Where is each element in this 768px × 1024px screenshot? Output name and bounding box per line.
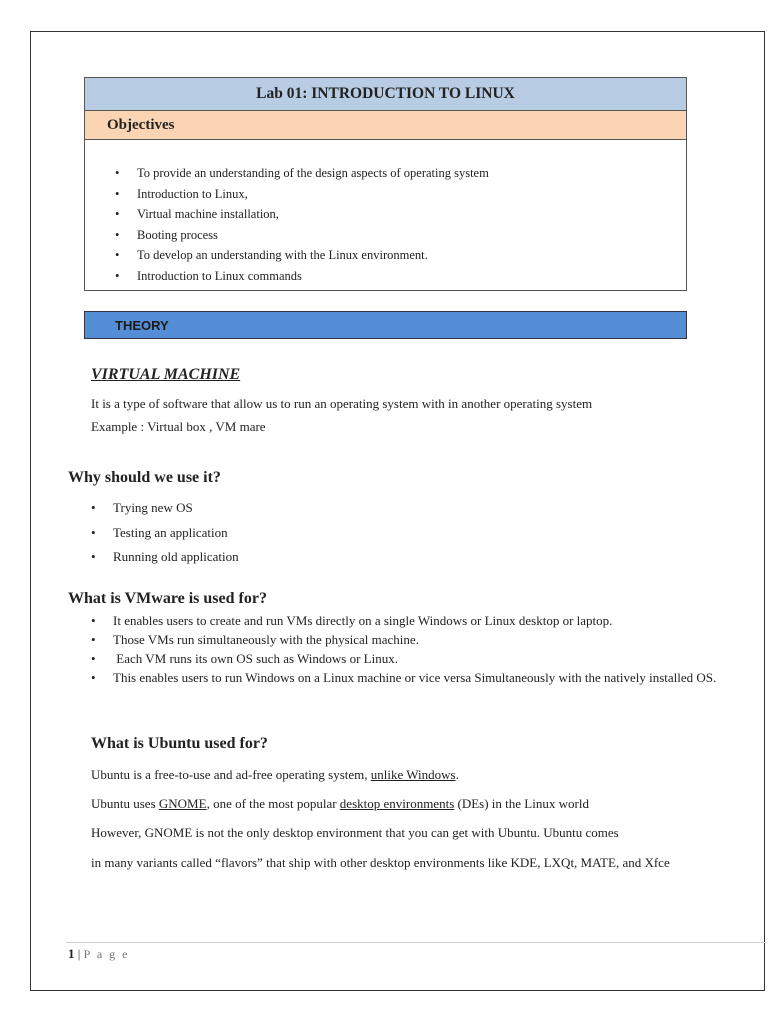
vmware-list: [91, 611, 731, 687]
ubuntu-p1-end: .: [455, 767, 459, 782]
list-item: • Virtual machine installation,: [115, 204, 489, 225]
ubuntu-paragraph-2: [91, 796, 589, 812]
list-item: • Testing an application: [91, 521, 239, 546]
virtual-machine-heading: VIRTUAL MACHINE: [91, 366, 241, 383]
desktop-environments-link[interactable]: desktop environments: [339, 796, 455, 811]
vm-example: Example : Virtual box , VM mare: [91, 419, 266, 434]
why-use-list: [91, 496, 239, 570]
footer-separator: |: [74, 946, 84, 961]
ubuntu-paragraph-3: However, GNOME is not the only desktop environment that you can get with Ubuntu. Ubuntu comes: [91, 825, 619, 840]
list-item: • Running old application: [91, 545, 239, 570]
list-item: • Introduction to Linux,: [115, 184, 489, 205]
why-use-heading: Why should we use it?: [68, 469, 221, 486]
page-number: 1: [68, 946, 75, 961]
ubuntu-p2-b: , one of the most popular: [206, 796, 340, 811]
list-item: • It enables users to create and run VMs directly on a single Windows or Linux desktop or laptop.: [91, 611, 731, 630]
ubuntu-p1-text: Ubuntu is a free-to-use and ad-free operating system,: [91, 767, 371, 782]
objectives-body: [85, 140, 686, 290]
document-page: [30, 31, 765, 991]
lab-title: Lab 01: INTRODUCTION TO LINUX: [85, 78, 686, 111]
vm-definition: It is a type of software that allow us to run an operating system with in another operating system: [91, 396, 593, 411]
footer-divider: [66, 942, 766, 943]
unlike-windows-link[interactable]: unlike Windows: [370, 767, 456, 782]
ubuntu-p2-a: Ubuntu uses: [91, 796, 159, 811]
list-item: • Those VMs run simultaneously with the physical machine.: [91, 630, 731, 649]
ubuntu-heading: What is Ubuntu used for?: [91, 735, 268, 752]
theory-banner: THEORY: [84, 311, 687, 339]
ubuntu-paragraph-1: [91, 767, 459, 783]
ubuntu-paragraph-4: in many variants called “flavors” that ship with other desktop environments like KDE, LXQt, MATE, and Xfce: [91, 855, 670, 870]
vmware-heading: What is VMware is used for?: [68, 590, 267, 607]
list-item: • Introduction to Linux commands: [115, 266, 489, 287]
list-item: • To develop an understanding with the Linux environment.: [115, 245, 489, 266]
list-item: • This enables users to run Windows on a Linux machine or vice versa Simultaneously with the natively installed OS.: [91, 668, 731, 687]
list-item: • Booting process: [115, 225, 489, 246]
gnome-link[interactable]: GNOME: [158, 796, 207, 811]
list-item: • Each VM runs its own OS such as Windows or Linux.: [91, 649, 731, 668]
list-item: • To provide an understanding of the design aspects of operating system: [115, 163, 489, 184]
page-footer: [68, 946, 130, 962]
ubuntu-p2-c: (DEs) in the Linux world: [454, 796, 589, 811]
objectives-list: [115, 163, 489, 287]
list-item: • Trying new OS: [91, 496, 239, 521]
objectives-label: Objectives: [85, 111, 686, 140]
lab-header-table: [84, 77, 687, 291]
page-label: P a g e: [83, 947, 130, 961]
